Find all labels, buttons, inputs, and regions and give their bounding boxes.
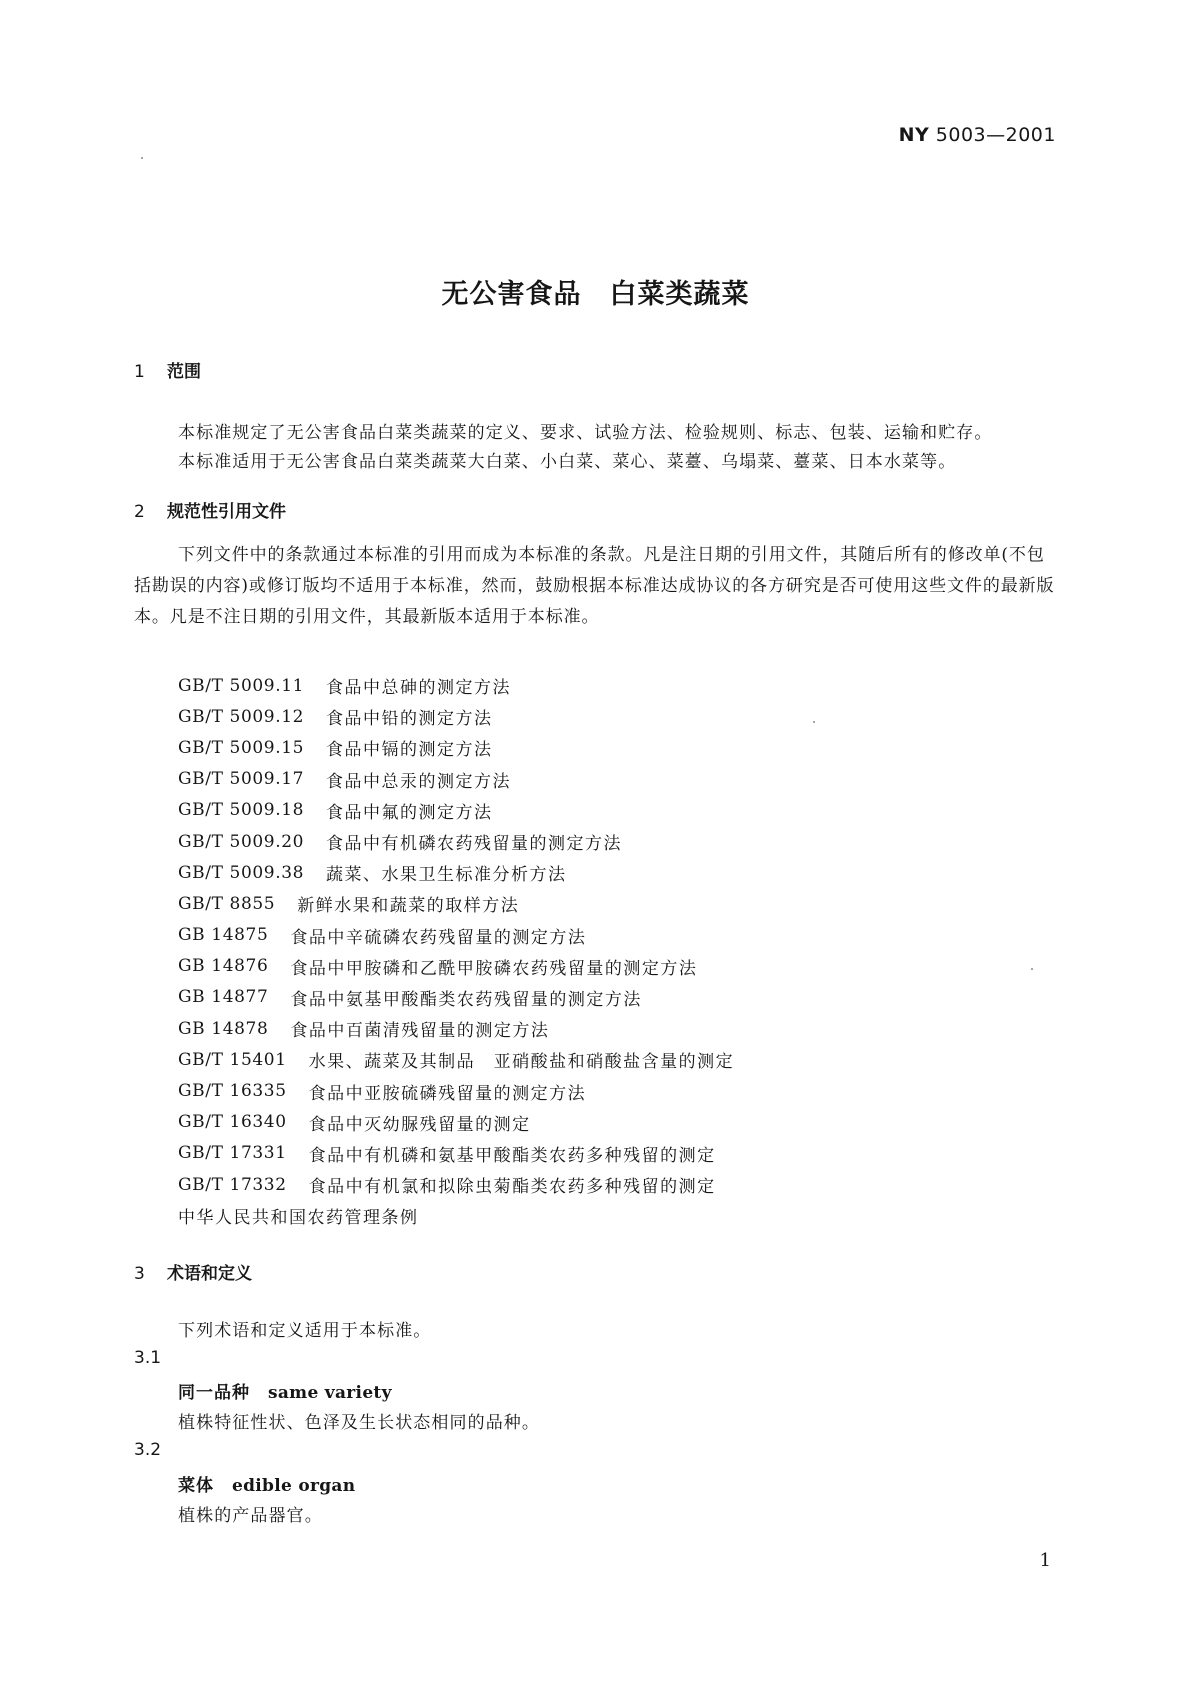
term-en: edible organ xyxy=(232,1476,356,1496)
term-en: same variety xyxy=(268,1383,392,1403)
standard-prefix: NY xyxy=(898,124,930,146)
subsection-number: 3.2 xyxy=(134,1440,162,1460)
list-item xyxy=(178,670,734,701)
ref-title: 食品中铅的测定方法 xyxy=(326,709,493,730)
ref-title: 水果、蔬菜及其制品 亚硝酸盐和硝酸盐含量的测定 xyxy=(308,1052,735,1073)
ref-title: 食品中有机磷和氨基甲酸酯类农药多种残留的测定 xyxy=(308,1145,716,1166)
paragraph: 本标准规定了无公害食品白菜类蔬菜的定义、要求、试验方法、检验规则、标志、包装、运输和贮存。 xyxy=(178,423,993,443)
ref-title: 食品中有机磷农药残留量的测定方法 xyxy=(326,834,623,855)
paragraph: 下列文件中的条款通过本标准的引用而成为本标准的条款。凡是注日期的引用文件，其随后所有的修改单(不包括勘误的内容)或修订版均不适用于本标准，然而，鼓励根据本标准达成协议的各方研究是否可使用这些文件的最新版本。凡是不注日期的引用文件，其最新版本适用于本标准。 xyxy=(134,545,1055,627)
ref-code: GB 14875 xyxy=(178,925,269,946)
list-item xyxy=(178,732,734,763)
ref-title: 食品中氨基甲酸酯类农药残留量的测定方法 xyxy=(290,989,642,1010)
ref-code: GB/T 16340 xyxy=(178,1112,287,1133)
page-number: 1 xyxy=(1039,1550,1051,1571)
list-item xyxy=(178,1044,734,1075)
list-item xyxy=(178,1013,734,1044)
subsection-number: 3.1 xyxy=(134,1348,162,1368)
ref-title: 食品中总砷的测定方法 xyxy=(326,678,512,699)
term-cn: 菜体 xyxy=(178,1476,214,1496)
term-heading xyxy=(178,1471,355,1496)
ref-title: 新鲜水果和蔬菜的取样方法 xyxy=(297,896,520,917)
ref-title: 中华人民共和国农药管理条例 xyxy=(178,1208,419,1229)
document-title: 无公害食品 白菜类蔬菜 xyxy=(441,279,750,310)
ref-title: 蔬菜、水果卫生标准分析方法 xyxy=(326,865,567,886)
ref-code: GB/T 17331 xyxy=(178,1143,287,1164)
ref-code: GB/T 16335 xyxy=(178,1081,287,1102)
section-title: 术语和定义 xyxy=(167,1264,252,1284)
standard-number xyxy=(899,124,1056,146)
ref-code: GB/T 5009.20 xyxy=(178,831,305,852)
ref-code: GB/T 5009.11 xyxy=(178,675,305,696)
list-item xyxy=(178,1200,734,1231)
list-item xyxy=(178,795,734,826)
section-number: 2 xyxy=(134,502,145,522)
scan-speck xyxy=(813,721,815,723)
term-definition: 植株的产品器官。 xyxy=(178,1506,323,1526)
ref-title: 食品中百菌清残留量的测定方法 xyxy=(290,1021,550,1042)
ref-code: GB 14876 xyxy=(178,956,269,977)
list-item xyxy=(178,1075,734,1106)
ref-title: 食品中甲胺磷和乙酰甲胺磷农药残留量的测定方法 xyxy=(290,958,698,979)
section-2-heading xyxy=(134,497,286,522)
ref-title: 食品中灭幼脲残留量的测定 xyxy=(308,1114,531,1135)
reference-list xyxy=(178,670,734,1231)
ref-code: GB/T 8855 xyxy=(178,893,276,914)
section-number: 3 xyxy=(134,1264,145,1284)
ref-code: GB 14877 xyxy=(178,987,269,1008)
list-item xyxy=(178,920,734,951)
list-item xyxy=(178,826,734,857)
list-item xyxy=(178,982,734,1013)
ref-code: GB/T 15401 xyxy=(178,1049,287,1070)
list-item xyxy=(178,888,734,919)
scan-speck xyxy=(141,157,143,159)
list-item xyxy=(178,951,734,982)
ref-code: GB/T 5009.18 xyxy=(178,800,305,821)
section-title: 范围 xyxy=(167,362,201,382)
standard-code: 5003—2001 xyxy=(935,124,1056,146)
list-item xyxy=(178,1138,734,1169)
ref-title: 食品中辛硫磷农药残留量的测定方法 xyxy=(290,927,587,948)
list-item xyxy=(178,1107,734,1138)
term-heading xyxy=(178,1378,392,1403)
section-1-heading xyxy=(134,357,201,382)
ref-title: 食品中总汞的测定方法 xyxy=(326,771,512,792)
list-item xyxy=(178,764,734,795)
term-definition: 植株特征性状、色泽及生长状态相同的品种。 xyxy=(178,1413,540,1433)
ref-title: 食品中亚胺硫磷残留量的测定方法 xyxy=(308,1083,587,1104)
list-item xyxy=(178,1169,734,1200)
ref-code: GB/T 17332 xyxy=(178,1174,287,1195)
ref-code: GB/T 5009.17 xyxy=(178,769,305,790)
ref-title: 食品中镉的测定方法 xyxy=(326,740,493,761)
section-title: 规范性引用文件 xyxy=(167,502,286,522)
ref-code: GB/T 5009.12 xyxy=(178,706,305,727)
section-number: 1 xyxy=(134,362,145,382)
ref-code: GB/T 5009.15 xyxy=(178,737,305,758)
ref-code: GB 14878 xyxy=(178,1018,269,1039)
scan-speck xyxy=(1031,968,1033,970)
ref-title: 食品中有机氯和拟除虫菊酯类农药多种残留的测定 xyxy=(308,1177,716,1198)
list-item xyxy=(178,701,734,732)
term-cn: 同一品种 xyxy=(178,1383,250,1403)
ref-title: 食品中氟的测定方法 xyxy=(326,802,493,823)
paragraph: 下列术语和定义适用于本标准。 xyxy=(178,1321,432,1341)
section-3-heading xyxy=(134,1259,252,1284)
ref-code: GB/T 5009.38 xyxy=(178,862,305,883)
paragraph: 本标准适用于无公害食品白菜类蔬菜大白菜、小白菜、菜心、菜薹、乌塌菜、薹菜、日本水菜等。 xyxy=(178,452,957,472)
list-item xyxy=(178,857,734,888)
